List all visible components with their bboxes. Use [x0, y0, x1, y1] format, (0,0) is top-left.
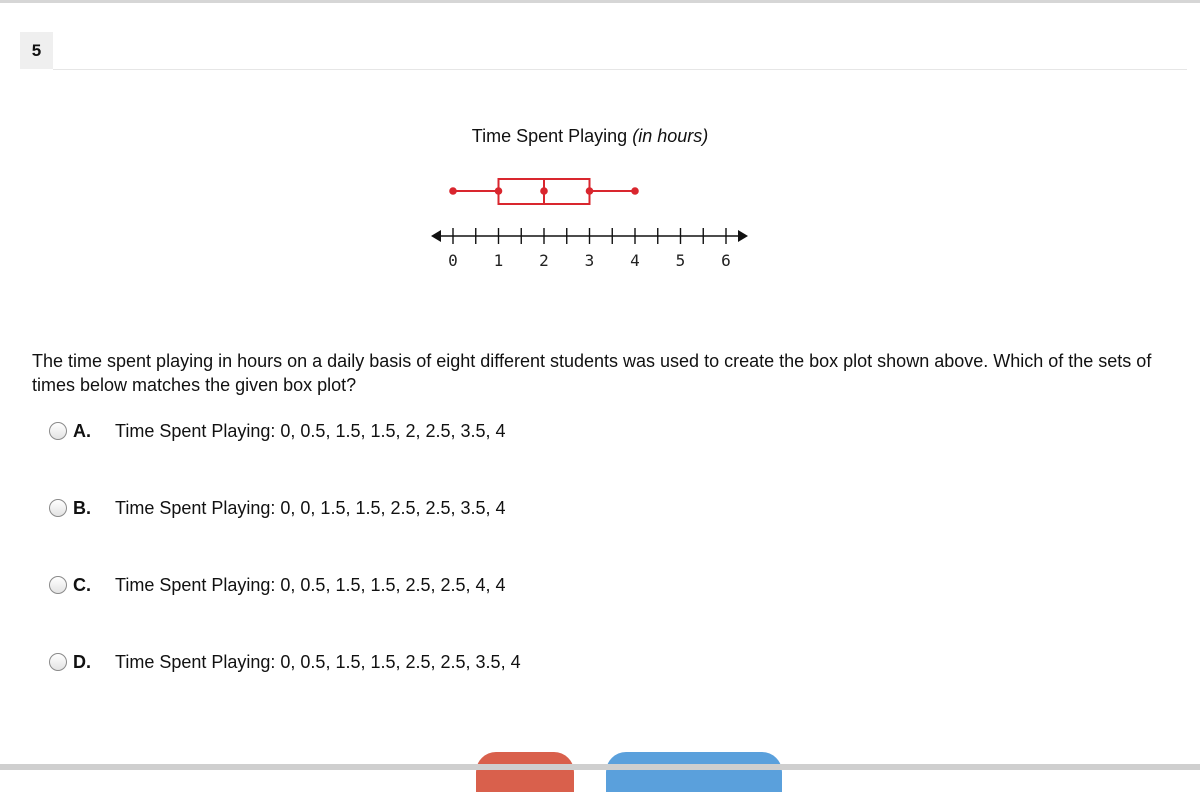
q1-point — [495, 187, 503, 195]
box-plot — [420, 170, 760, 280]
radio-button[interactable] — [49, 653, 67, 671]
tick-label: 0 — [448, 251, 458, 270]
window-top-border — [0, 0, 1200, 3]
choice-text: Time Spent Playing: 0, 0.5, 1.5, 1.5, 2.5, 2.5, 4, 4 — [115, 574, 506, 595]
median-point — [540, 187, 548, 195]
chart-title-unit: (in hours) — [632, 126, 709, 146]
choice-text: Time Spent Playing: 0, 0.5, 1.5, 1.5, 2.5, 2.5, 3.5, 4 — [115, 651, 521, 672]
tick-label: 3 — [584, 251, 595, 270]
choice-d[interactable] — [49, 650, 521, 674]
next-button[interactable] — [606, 752, 782, 792]
max-point — [631, 187, 639, 195]
radio-button[interactable] — [49, 576, 67, 594]
header-divider — [53, 69, 1187, 70]
back-button[interactable] — [476, 752, 574, 792]
axis-arrow-right — [738, 230, 748, 242]
choice-c[interactable] — [49, 573, 506, 597]
window-bottom-border — [0, 764, 1200, 770]
axis-arrow-left — [431, 230, 441, 242]
min-point — [449, 187, 457, 195]
tick-label: 2 — [539, 251, 549, 270]
radio-button[interactable] — [49, 422, 67, 440]
chart-title — [390, 126, 790, 147]
number-line — [431, 228, 748, 270]
choice-b[interactable] — [49, 496, 506, 520]
choice-a[interactable] — [49, 419, 506, 443]
q3-point — [586, 187, 594, 195]
choice-letter: C. — [73, 574, 91, 595]
box-layer — [449, 179, 639, 204]
choice-letter: A. — [73, 420, 91, 441]
choice-text: Time Spent Playing: 0, 0.5, 1.5, 1.5, 2, 2.5, 3.5, 4 — [115, 420, 506, 441]
question-prompt: The time spent playing in hours on a daily basis of eight different students was used to create the box plot shown above. Which of the sets of times below matches the given box plot? — [32, 351, 1152, 395]
chart-title-text: Time Spent Playing — [471, 126, 628, 146]
choice-text: Time Spent Playing: 0, 0, 1.5, 1.5, 2.5, 2.5, 3.5, 4 — [115, 497, 506, 518]
tick-label: 5 — [675, 251, 686, 270]
radio-button[interactable] — [49, 499, 67, 517]
question-number: 5 — [20, 32, 53, 69]
choice-letter: D. — [73, 651, 91, 672]
tick-label: 4 — [630, 251, 640, 270]
choice-letter: B. — [73, 497, 91, 518]
tick-label: 1 — [493, 251, 504, 270]
tick-label: 6 — [721, 251, 731, 270]
